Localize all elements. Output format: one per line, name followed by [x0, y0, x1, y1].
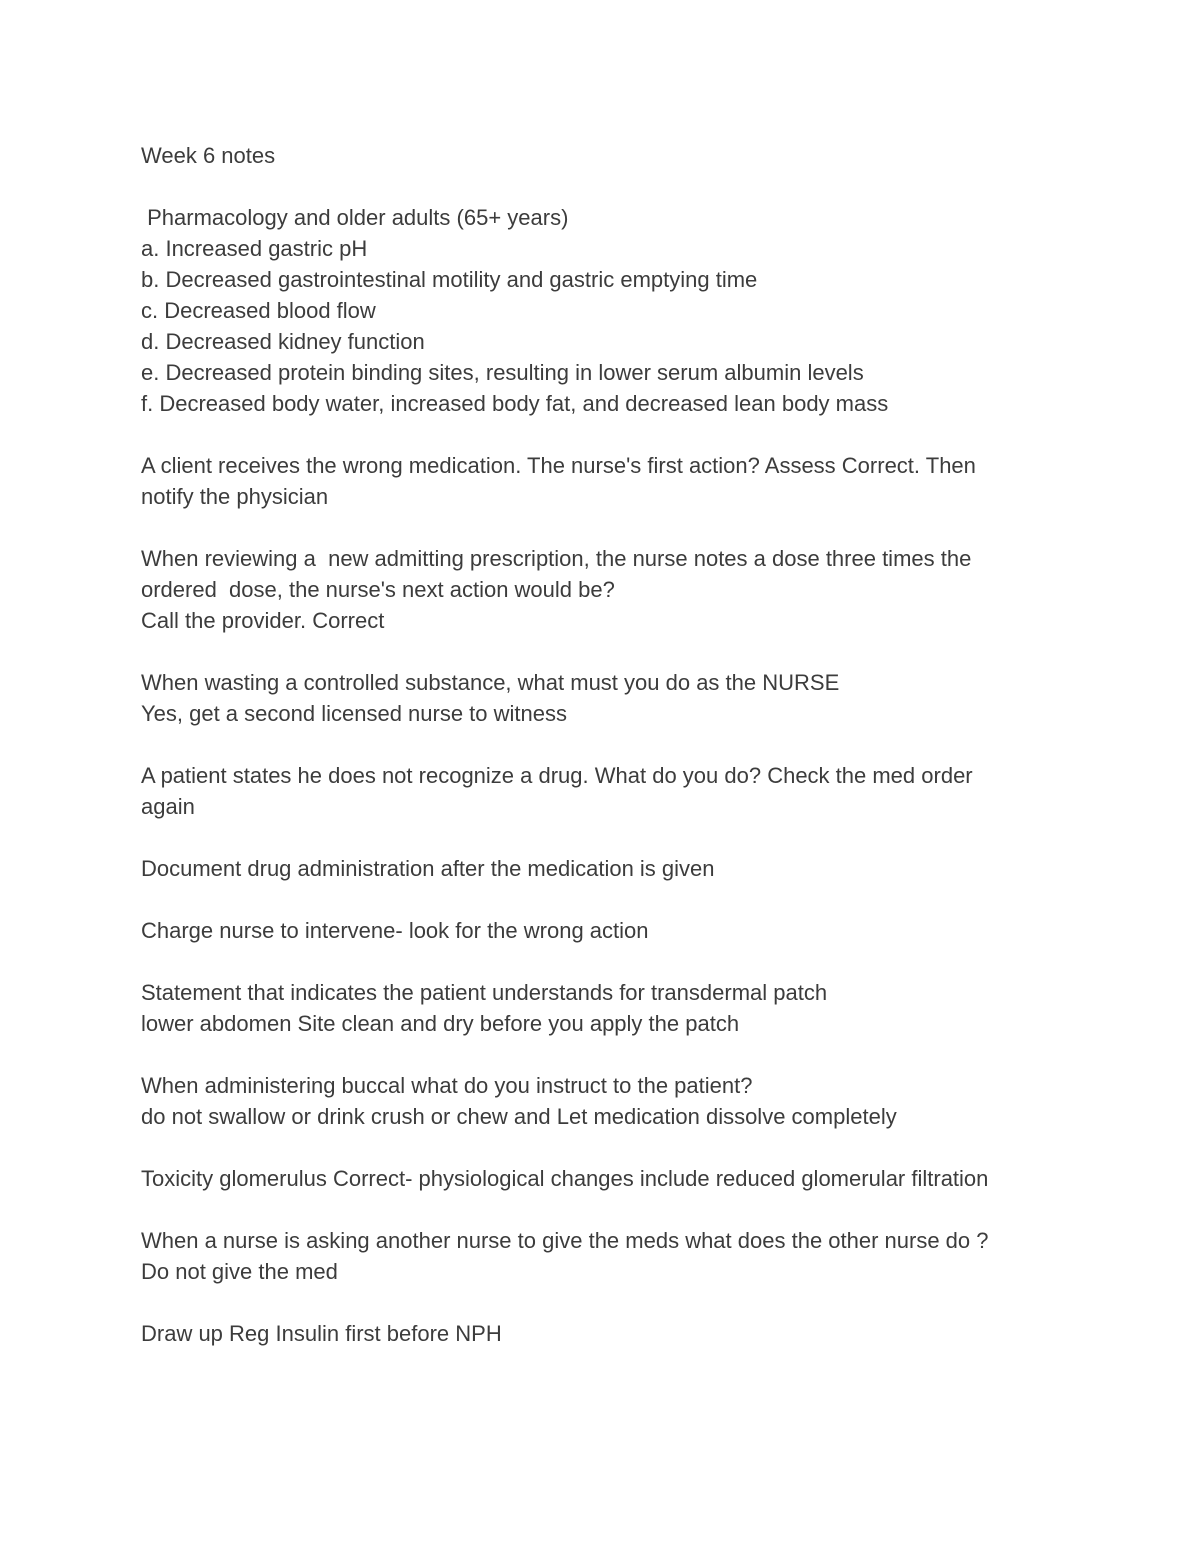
section-heading: Pharmacology and older adults (65+ years): [141, 205, 569, 230]
note-line: Statement that indicates the patient understands for transdermal patch: [141, 980, 828, 1005]
spacer: [141, 636, 1071, 667]
note-line: When reviewing a new admitting prescription, the nurse notes a dose three times the: [141, 546, 972, 571]
note-line: Call the provider. Correct: [141, 608, 385, 633]
list-item: a. Increased gastric pH: [141, 236, 368, 261]
spacer: [141, 1039, 1071, 1070]
note-line: Document drug administration after the medication is given: [141, 856, 715, 881]
spacer: [141, 419, 1071, 450]
spacer: [141, 729, 1071, 760]
list-item: f. Decreased body water, increased body fat, and decreased lean body mass: [141, 391, 889, 416]
note-line: When a nurse is asking another nurse to give the meds what does the other nurse do ?: [141, 1228, 989, 1253]
list-item: d. Decreased kidney function: [141, 329, 425, 354]
note-line: again: [141, 794, 195, 819]
note-line: Draw up Reg Insulin first before NPH: [141, 1321, 502, 1346]
spacer: [141, 1194, 1071, 1225]
document-body: [141, 140, 1071, 1349]
spacer: [141, 512, 1071, 543]
note-line: When administering buccal what do you instruct to the patient?: [141, 1073, 753, 1098]
spacer: [141, 1132, 1071, 1163]
spacer: [141, 946, 1071, 977]
spacer: [141, 822, 1071, 853]
note-line: notify the physician: [141, 484, 329, 509]
note-line: do not swallow or drink crush or chew and Let medication dissolve completely: [141, 1104, 897, 1129]
note-line: ordered dose, the nurse's next action would be?: [141, 577, 615, 602]
document-title: Week 6 notes: [141, 143, 276, 168]
note-line: Yes, get a second licensed nurse to witness: [141, 701, 568, 726]
spacer: [141, 884, 1071, 915]
note-line: Toxicity glomerulus Correct- physiological changes include reduced glomerular filtration: [141, 1166, 989, 1191]
list-item: b. Decreased gastrointestinal motility and gastric emptying time: [141, 267, 758, 292]
note-line: A client receives the wrong medication. The nurse's first action? Assess Correct. Then: [141, 453, 976, 478]
note-line: Charge nurse to intervene- look for the wrong action: [141, 918, 649, 943]
list-item: c. Decreased blood flow: [141, 298, 376, 323]
spacer: [141, 1287, 1071, 1318]
note-line: lower abdomen Site clean and dry before you apply the patch: [141, 1011, 740, 1036]
note-line: When wasting a controlled substance, what must you do as the NURSE: [141, 670, 840, 695]
list-item: e. Decreased protein binding sites, resulting in lower serum albumin levels: [141, 360, 864, 385]
note-line: A patient states he does not recognize a drug. What do you do? Check the med order: [141, 763, 973, 788]
spacer: [141, 171, 1071, 202]
note-line: Do not give the med: [141, 1259, 338, 1284]
